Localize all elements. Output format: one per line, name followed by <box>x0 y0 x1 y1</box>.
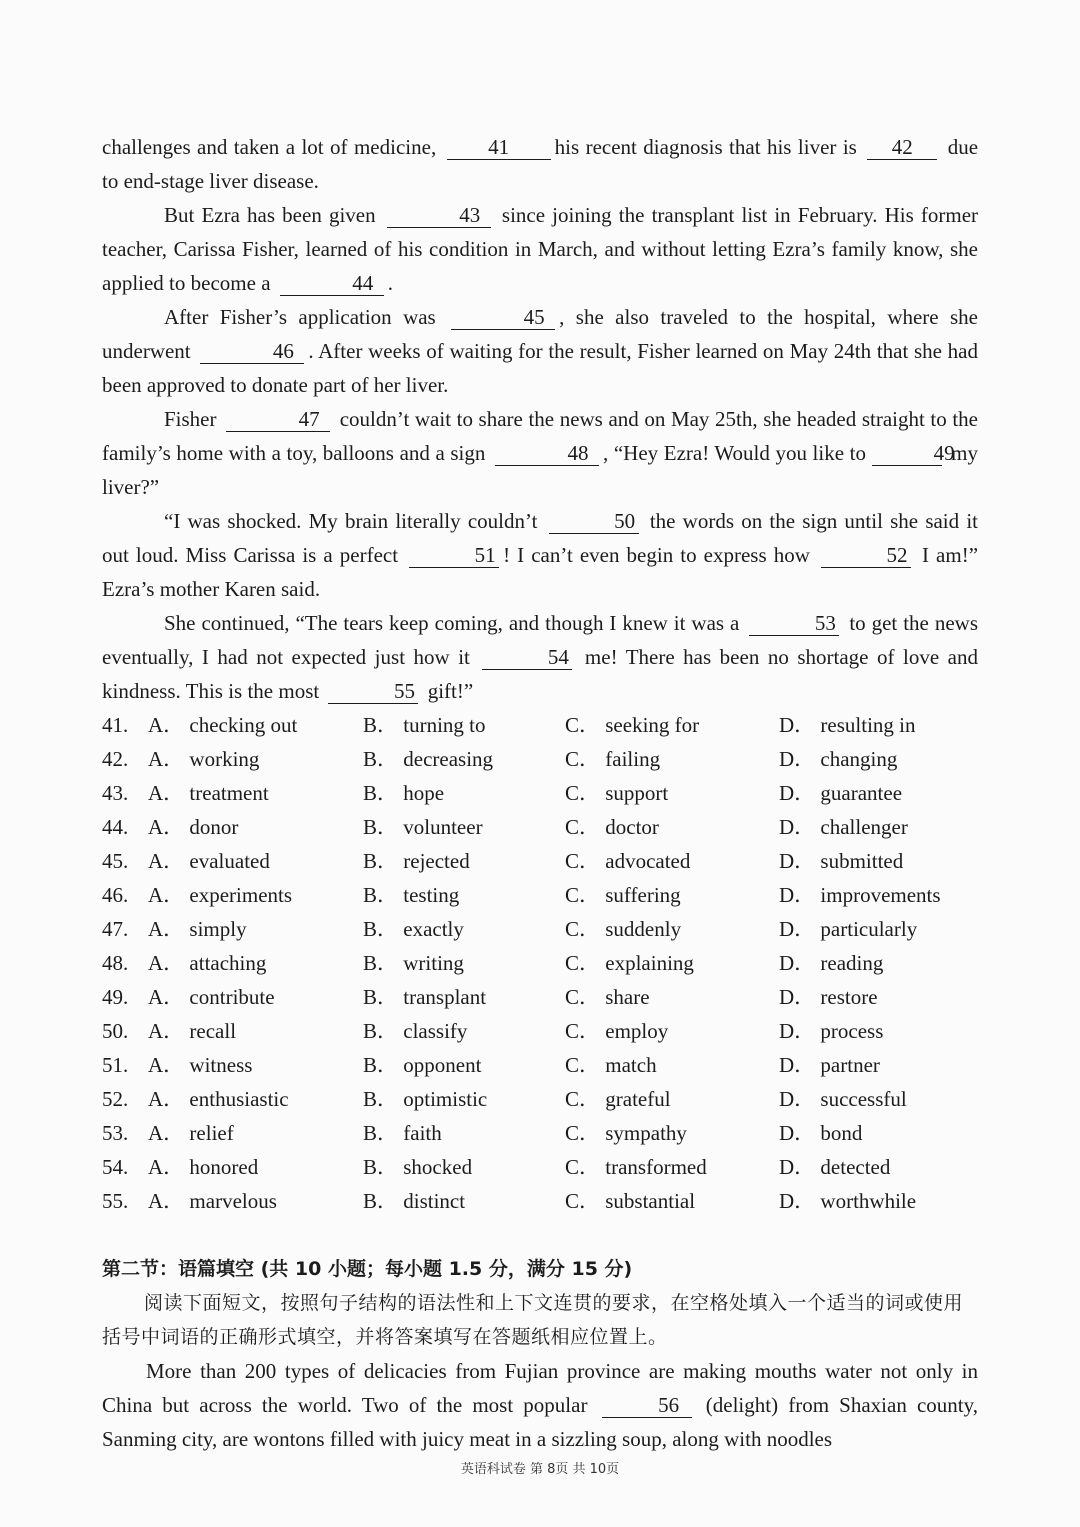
blank-47: 47 <box>226 407 330 432</box>
option-d: D． successful <box>779 1087 907 1111</box>
option-row <box>102 708 978 742</box>
option-b: B． decreasing <box>363 747 494 771</box>
blank-49: 49 <box>872 441 942 466</box>
option-row <box>102 980 978 1014</box>
section-2-title: 第二节：语篇填空 (共 10 小题；每小题 1.5 分，满分 15 分) <box>102 1258 633 1280</box>
passage-text: After Fisher’s application was <box>164 305 436 329</box>
passage-text: , she also traveled to the hospital, where she underwent <box>102 305 979 363</box>
passage-text: (delight) from Shaxian county, Sanming city, are wontons filled with juicy meat in a sizzling soup, along with noodles <box>102 1393 979 1451</box>
option-a: A． marvelous <box>148 1189 277 1213</box>
option-d: D． reading <box>779 951 884 975</box>
passage-text: due to end-stage liver disease. <box>102 135 979 193</box>
passage-text: But Ezra has been given <box>164 203 376 227</box>
blank-44: 44 <box>280 271 384 296</box>
option-b: B． volunteer <box>363 815 483 839</box>
blank-53: 53 <box>749 611 839 636</box>
passage-text: . After weeks of waiting for the result, Fisher learned on May 24th that she had been approved to donate part of her liver. <box>102 339 978 397</box>
option-a: A． checking out <box>148 713 298 737</box>
option-a: A． treatment <box>148 781 269 805</box>
option-a: A． simply <box>148 917 247 941</box>
option-b: B． shocked <box>363 1155 473 1179</box>
option-b: B． hope <box>363 781 445 805</box>
blank-54: 54 <box>482 645 572 670</box>
blank-43: 43 <box>387 203 491 228</box>
option-c: C． explaining <box>565 951 694 975</box>
passage-text: “I was shocked. My brain literally couldn’t <box>164 509 538 533</box>
option-d: D． partner <box>779 1053 880 1077</box>
option-b: B． distinct <box>363 1189 466 1213</box>
option-row <box>102 912 978 946</box>
blank-41: 41 <box>447 135 551 160</box>
option-a: A． honored <box>148 1155 259 1179</box>
option-c: C． share <box>565 985 650 1009</box>
question-number: 55. <box>102 1189 129 1213</box>
option-row <box>102 1184 978 1218</box>
passage-paragraph-3 <box>102 300 978 402</box>
option-b: B． faith <box>363 1121 442 1145</box>
question-number: 53. <box>102 1121 129 1145</box>
page-footer: 英语科试卷 第 8页 共 10页 <box>460 1462 620 1477</box>
passage-text: me! There has been no shortage of love and kindness. This is the most <box>102 645 979 703</box>
option-d: D． worthwhile <box>779 1189 917 1213</box>
blank-51: 51 <box>409 543 499 568</box>
option-row <box>102 878 978 912</box>
option-b: B． exactly <box>363 917 464 941</box>
passage-text: . <box>387 271 394 295</box>
blank-52: 52 <box>821 543 911 568</box>
option-a: A． contribute <box>148 985 275 1009</box>
passage-paragraph-6 <box>102 606 978 708</box>
option-c: C． suddenly <box>565 917 682 941</box>
option-c: C． employ <box>565 1019 669 1043</box>
blank-46: 46 <box>200 339 304 364</box>
option-row <box>102 1116 978 1150</box>
exam-page <box>102 130 978 1456</box>
question-number: 41. <box>102 713 129 737</box>
option-c: C． sympathy <box>565 1121 687 1145</box>
option-d: D． changing <box>779 747 898 771</box>
blank-48: 48 <box>495 441 599 466</box>
passage-paragraph-1 <box>102 130 978 198</box>
option-b: B． classify <box>363 1019 468 1043</box>
question-number: 52. <box>102 1087 129 1111</box>
option-row <box>102 1014 978 1048</box>
option-d: D． particularly <box>779 917 918 941</box>
option-c: C． advocated <box>565 849 691 873</box>
question-number: 43. <box>102 781 129 805</box>
question-number: 48. <box>102 951 129 975</box>
blank-56: 56 <box>602 1393 692 1418</box>
option-a: A． donor <box>148 815 239 839</box>
option-a: A． attaching <box>148 951 267 975</box>
blank-55: 55 <box>328 679 418 704</box>
option-row <box>102 1150 978 1184</box>
question-number: 54. <box>102 1155 129 1179</box>
option-a: A． witness <box>148 1053 253 1077</box>
passage-text: gift!” <box>427 679 474 703</box>
option-row <box>102 742 978 776</box>
question-number: 47. <box>102 917 129 941</box>
option-d: D． challenger <box>779 815 908 839</box>
option-d: D． resulting in <box>779 713 916 737</box>
option-d: D． restore <box>779 985 878 1009</box>
option-b: B． transplant <box>363 985 487 1009</box>
option-d: D． bond <box>779 1121 863 1145</box>
option-row <box>102 946 978 980</box>
option-d: D． detected <box>779 1155 891 1179</box>
option-d: D． submitted <box>779 849 904 873</box>
option-c: C． failing <box>565 747 661 771</box>
passage-text: More than 200 types of delicacies from Fujian province are making mouths water not only in China but across the world. Two of the most popular <box>102 1359 978 1417</box>
option-c: C． transformed <box>565 1155 707 1179</box>
passage-text: couldn’t wait to share the news and on May 25th, she headed straight to the family’s home with a toy, balloons and a sign <box>102 407 978 465</box>
option-b: B． testing <box>363 883 460 907</box>
option-a: A． recall <box>148 1019 237 1043</box>
blank-45: 45 <box>451 305 555 330</box>
question-number: 49. <box>102 985 129 1009</box>
blank-50: 50 <box>549 509 639 534</box>
question-number: 51. <box>102 1053 129 1077</box>
option-d: D． process <box>779 1019 884 1043</box>
option-b: B． writing <box>363 951 464 975</box>
passage-paragraph-2 <box>102 198 978 300</box>
option-a: A． relief <box>148 1121 234 1145</box>
option-c: C． support <box>565 781 669 805</box>
option-a: A． working <box>148 747 260 771</box>
option-c: C． substantial <box>565 1189 696 1213</box>
question-number: 44. <box>102 815 129 839</box>
option-d: D． improvements <box>779 883 941 907</box>
question-number: 46. <box>102 883 129 907</box>
passage-text: She continued, “The tears keep coming, and though I knew it was a <box>164 611 740 635</box>
question-number: 50. <box>102 1019 129 1043</box>
option-c: C． grateful <box>565 1087 671 1111</box>
passage-text: challenges and taken a lot of medicine, <box>102 135 437 159</box>
option-a: A． evaluated <box>148 849 270 873</box>
passage-text: ! I can’t even begin to express how <box>503 543 810 567</box>
option-b: B． rejected <box>363 849 470 873</box>
passage-text: since joining the transplant list in February. His former teacher, Carissa Fisher, learned of his condition in March, and without letting Ezra’s family know, she applied to become a <box>102 203 979 295</box>
option-b: B． opponent <box>363 1053 482 1077</box>
option-c: C． match <box>565 1053 657 1077</box>
question-number: 45. <box>102 849 129 873</box>
answer-options-list <box>102 708 978 1218</box>
option-d: D． guarantee <box>779 781 903 805</box>
option-a: A． enthusiastic <box>148 1087 289 1111</box>
blank-42: 42 <box>867 135 937 160</box>
passage-text: , “Hey Ezra! Would you like to <box>603 441 866 465</box>
section-2-instructions: 阅读下面短文，按照句子结构的语法性和上下文连贯的要求，在空格处填入一个适当的词或使用括号中词语的正确形式填空，并将答案填写在答题纸相应位置上。 <box>102 1292 964 1348</box>
passage-paragraph-5 <box>102 504 978 606</box>
option-row <box>102 1082 978 1116</box>
passage-text: the words on the sign until she said it out loud. Miss Carissa is a perfect <box>102 509 979 567</box>
passage-paragraph-4 <box>102 402 978 504</box>
question-number: 42. <box>102 747 129 771</box>
passage-text: his recent diagnosis that his liver is <box>554 135 857 159</box>
option-c: C． doctor <box>565 815 659 839</box>
passage-text: my liver?” <box>102 441 979 499</box>
section-2-paragraph-1 <box>102 1354 978 1456</box>
passage-text: to get the news eventually, I had not expected just how it <box>102 611 979 669</box>
option-b: B． optimistic <box>363 1087 488 1111</box>
passage-text: Fisher <box>164 407 217 431</box>
option-c: C． suffering <box>565 883 681 907</box>
option-a: A． experiments <box>148 883 293 907</box>
option-row <box>102 810 978 844</box>
option-row <box>102 1048 978 1082</box>
passage-text: I am!” Ezra’s mother Karen said. <box>102 543 979 601</box>
option-row <box>102 844 978 878</box>
option-b: B． turning to <box>363 713 486 737</box>
option-c: C． seeking for <box>565 713 700 737</box>
option-row <box>102 776 978 810</box>
